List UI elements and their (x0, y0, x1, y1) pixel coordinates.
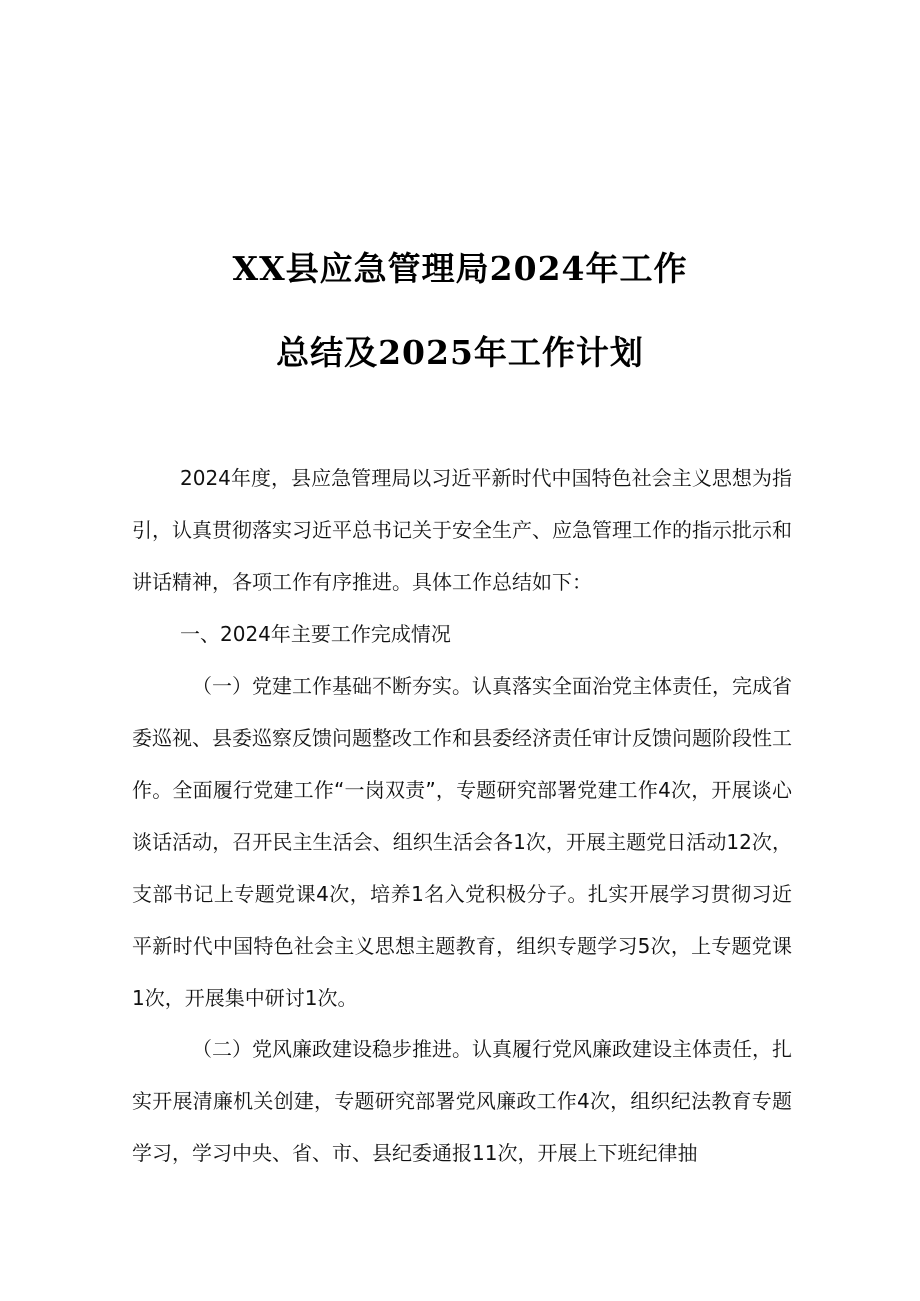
document-title-line-1: XX县应急管理局2024年工作 (232, 249, 688, 288)
subsection-2-paragraph: （二）党风廉政建设稳步推进。认真履行党风廉政建设主体责任，扎实开展清廉机关创建，专题研究部署党风廉政工作4次，组织纪法教育专题学习，学习中央、省、市、县纪委通报11次，开展上下班纪律抽 (132, 1037, 792, 1165)
subsection-1-paragraph: （一）党建工作基础不断夯实。认真落实全面治党主体责任，完成省委巡视、县委巡察反馈问题整改工作和县委经济责任审计反馈问题阶段性工作。全面履行党建工作“一岗双责”，专题研究部署党建工作4次，开展谈心谈话活动，召开民主生活会、组织生活会各1次，开展主题党日活动12次，支部书记上专题党课4次，培养1名入党积极分子。扎实开展学习贯彻习近平新时代中国特色社会主义思想主题教育，组织专题学习5次，上专题党课1次，开展集中研讨1次。 (132, 674, 792, 1010)
document-title-line-2: 总结及2025年工作计划 (276, 333, 644, 372)
section-heading: 一、2024年主要工作完成情况 (180, 622, 451, 646)
intro-paragraph: 2024年度，县应急管理局以习近平新时代中国特色社会主义思想为指引，认真贯彻落实习近平总书记关于安全生产、应急管理工作的指示批示和讲话精神，各项工作有序推进。具体工作总结如下： (132, 466, 792, 594)
